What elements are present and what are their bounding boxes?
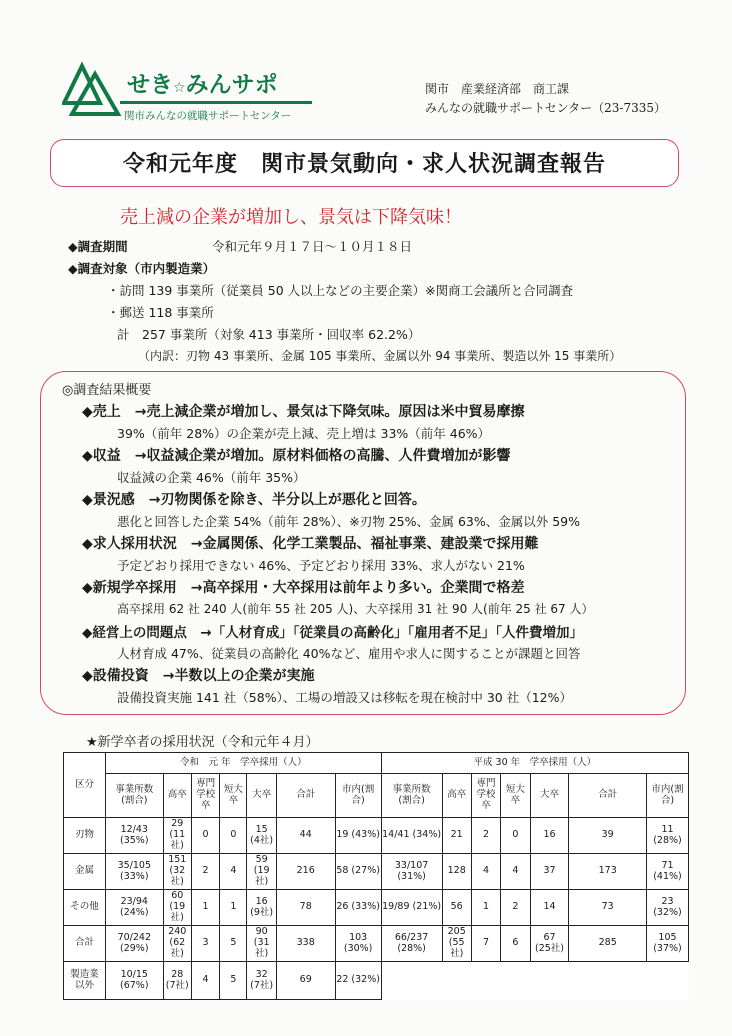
table-cell: 1 bbox=[471, 890, 500, 926]
table-cell: 21 bbox=[442, 818, 471, 854]
table-cell: 29 (11社) bbox=[163, 818, 191, 854]
table-cell: 37 bbox=[530, 854, 569, 890]
table-cell: 4 bbox=[471, 854, 500, 890]
table-cell: 16 (9社) bbox=[247, 890, 276, 926]
target-breakdown: （内訳：刃物 43 事業所、金属 105 事業所、金属以外 94 事業所、製造以外 15 事業所） bbox=[138, 349, 622, 363]
table-cell: 10/15 (67%) bbox=[105, 962, 163, 1000]
table-cell: 73 bbox=[569, 890, 647, 926]
logo-subtitle: 関市みんなの就職サポートセンター bbox=[124, 110, 292, 122]
table-cell: 240 (62社) bbox=[163, 926, 191, 962]
target-label: ◆調査対象（市内製造業） bbox=[68, 261, 216, 276]
row-category: 金属 bbox=[64, 854, 106, 890]
table-cell: 35/105 (33%) bbox=[105, 854, 163, 890]
result-title-profit: ◆収益 →収益減企業が増加。原材料価格の高騰、人件費増加が影響 bbox=[82, 448, 511, 464]
table-cell: 173 bbox=[569, 854, 647, 890]
table-cell: 71 (41%) bbox=[646, 854, 688, 890]
result-detail-hiring: 予定どおり採用できない 46%、予定どおり採用 33%、求人がない 21% bbox=[117, 558, 525, 573]
col-header-category: 区分 bbox=[64, 753, 106, 818]
table-cell: 285 bbox=[569, 926, 647, 962]
result-title-sales: ◆売上 →売上減企業が増加し、景気は下降気味。原因は米中貿易摩擦 bbox=[82, 404, 525, 420]
table-cell: 105 (37%) bbox=[646, 926, 688, 962]
table-cell: 19 (43%) bbox=[335, 818, 381, 854]
row-category: その他 bbox=[64, 890, 106, 926]
col-header-h30-3: 短大卒 bbox=[501, 774, 530, 818]
result-title-issues: ◆経営上の問題点 →「人材育成」「従業員の高齢化」「雇用者不足」「人件費増加」 bbox=[82, 625, 583, 641]
table-cell: 78 bbox=[276, 890, 335, 926]
table-cell: 2 bbox=[501, 890, 530, 926]
table-cell: 4 bbox=[191, 962, 219, 1000]
org-line-2: みんなの就職サポートセンター（23-7335） bbox=[425, 101, 667, 115]
mountain-logo-icon bbox=[62, 58, 124, 120]
table-cell: 0 bbox=[501, 818, 530, 854]
table-cell: 14 bbox=[530, 890, 569, 926]
table-cell: 1 bbox=[220, 890, 247, 926]
target-visit: ・訪問 139 事業所（従業員 50 人以上などの主要企業）※関商工会議所と合同調査 bbox=[107, 283, 574, 298]
table-cell: 32 (7社) bbox=[247, 962, 276, 1000]
table-cell: 6 bbox=[501, 926, 530, 962]
result-title-sentiment: ◆景況感 →刃物関係を除き、半分以上が悪化と回答。 bbox=[82, 492, 426, 508]
table-cell: 103 (30%) bbox=[335, 926, 381, 962]
col-header-h30-0: 事業所数 (割合) bbox=[381, 774, 442, 818]
result-detail-capex: 設備投資実施 141 社（58%）、工場の増設又は移転を現在検討中 30 社（12%） bbox=[117, 690, 572, 705]
col-header-r1-3: 短大卒 bbox=[220, 774, 247, 818]
table-cell: 14/41 (34%) bbox=[381, 818, 442, 854]
table-cell: 151 (32社) bbox=[163, 854, 191, 890]
col-header-h30-4: 大卒 bbox=[530, 774, 569, 818]
table-cell: 15 (4社) bbox=[247, 818, 276, 854]
table-row bbox=[64, 818, 689, 854]
table-cell: 26 (33%) bbox=[335, 890, 381, 926]
group-header-h30: 平成 30 年 学卒採用（人） bbox=[381, 753, 688, 774]
table-column-header-row bbox=[64, 774, 689, 818]
table-cell: 205 (55社) bbox=[442, 926, 471, 962]
table-cell: 19/89 (21%) bbox=[381, 890, 442, 926]
target-total: 計 257 事業所（対象 413 事業所・回収率 62.2%） bbox=[117, 327, 421, 342]
table-cell: 7 bbox=[471, 926, 500, 962]
table-row bbox=[64, 926, 689, 962]
table-cell: 39 bbox=[569, 818, 647, 854]
period-label: ◆調査期間 bbox=[68, 239, 128, 254]
org-line-1: 関市 産業経済部 商工課 bbox=[425, 82, 570, 96]
logo bbox=[62, 58, 312, 128]
result-detail-graduates: 高卒採用 62 社 240 人(前年 55 社 205 人)、大卒採用 31 社 90 人(前年 25 社 67 人） bbox=[117, 602, 594, 616]
title-box bbox=[50, 139, 679, 187]
results-heading: ◎調査結果概要 bbox=[62, 383, 152, 398]
graduate-hiring-table bbox=[63, 752, 689, 1000]
table-cell: 128 bbox=[442, 854, 471, 890]
col-header-r1-6: 市内(割合) bbox=[335, 774, 381, 818]
result-title-hiring: ◆求人採用状況 →金属関係、化学工業製品、福祉事業、建設業で採用難 bbox=[82, 536, 539, 552]
table-group-header-row bbox=[64, 753, 689, 774]
table-cell: 56 bbox=[442, 890, 471, 926]
table-cell: 90 (31社) bbox=[247, 926, 276, 962]
logo-underline bbox=[120, 101, 312, 104]
table-cell: 2 bbox=[471, 818, 500, 854]
table-cell: 1 bbox=[191, 890, 219, 926]
table-cell: 0 bbox=[191, 818, 219, 854]
row-category: 刃物 bbox=[64, 818, 106, 854]
table-cell: 70/242 (29%) bbox=[105, 926, 163, 962]
period-value: 令和元年９月１７日～１０月１８日 bbox=[212, 239, 413, 254]
table-cell: 338 bbox=[276, 926, 335, 962]
table-cell: 67 (25社) bbox=[530, 926, 569, 962]
table-cell: 59 (19社) bbox=[247, 854, 276, 890]
col-header-h30-5: 合計 bbox=[569, 774, 647, 818]
table-cell: 216 bbox=[276, 854, 335, 890]
table-cell: 12/43 (35%) bbox=[105, 818, 163, 854]
col-header-r1-2: 専門 学校卒 bbox=[191, 774, 219, 818]
table-cell: 23 (32%) bbox=[646, 890, 688, 926]
result-detail-profit: 収益減の企業 46%（前年 35%） bbox=[117, 470, 306, 485]
page-title: 令和元年度 関市景気動向・求人状況調査報告 bbox=[122, 152, 606, 177]
table-cell: 3 bbox=[191, 926, 219, 962]
table-cell: 33/107 (31%) bbox=[381, 854, 442, 890]
col-header-h30-1: 高卒 bbox=[442, 774, 471, 818]
col-header-r1-1: 高卒 bbox=[163, 774, 191, 818]
table-cell: 44 bbox=[276, 818, 335, 854]
table-row bbox=[64, 854, 689, 890]
table-cell: 11 (28%) bbox=[646, 818, 688, 854]
target-mail: ・郵送 118 事業所 bbox=[107, 305, 214, 320]
table-cell: 5 bbox=[220, 926, 247, 962]
table-cell: 58 (27%) bbox=[335, 854, 381, 890]
col-header-r1-4: 大卒 bbox=[247, 774, 276, 818]
table-cell: 66/237 (28%) bbox=[381, 926, 442, 962]
table-cell: 4 bbox=[220, 854, 247, 890]
table-cell: 5 bbox=[220, 962, 247, 1000]
col-header-h30-6: 市内(割合) bbox=[646, 774, 688, 818]
table-cell: 2 bbox=[191, 854, 219, 890]
table-cell: 60 (19社) bbox=[163, 890, 191, 926]
page-subtitle: 売上減の企業が増加し、景気は下降気味！ bbox=[120, 207, 462, 228]
result-title-capex: ◆設備投資 →半数以上の企業が実施 bbox=[82, 668, 315, 684]
group-header-r1: 令和 元 年 学卒採用（人） bbox=[105, 753, 381, 774]
col-header-r1-5: 合計 bbox=[276, 774, 335, 818]
table-cell: 23/94 (24%) bbox=[105, 890, 163, 926]
result-detail-issues: 人材育成 47%、従業員の高齢化 40%など、雇用や求人に関することが課題と回答 bbox=[117, 646, 581, 661]
result-detail-sales: 39%（前年 28%）の企業が売上減、売上増は 33%（前年 46%） bbox=[117, 426, 491, 441]
table-cell: 0 bbox=[220, 818, 247, 854]
logo-text: せき☆みんサポ bbox=[127, 72, 278, 98]
table-cell: 4 bbox=[501, 854, 530, 890]
table-cell: 28 (7社) bbox=[163, 962, 191, 1000]
table-empty-cell bbox=[381, 962, 688, 1000]
row-category: 製造業 以外 bbox=[64, 962, 106, 1000]
table-cell: 16 bbox=[530, 818, 569, 854]
col-header-h30-2: 専門 学校卒 bbox=[471, 774, 500, 818]
result-title-graduates: ◆新規学卒採用 →高卒採用・大卒採用は前年より多い。企業間で格差 bbox=[82, 580, 525, 596]
table-row bbox=[64, 962, 689, 1000]
table-cell: 69 bbox=[276, 962, 335, 1000]
row-category: 合計 bbox=[64, 926, 106, 962]
table-cell: 22 (32%) bbox=[335, 962, 381, 1000]
result-detail-sentiment: 悪化と回答した企業 54%（前年 28%）、※刃物 25%、金属 63%、金属以外 59% bbox=[117, 514, 581, 529]
col-header-r1-0: 事業所数 (割合) bbox=[105, 774, 163, 818]
table-row bbox=[64, 890, 689, 926]
table-heading: ★新学卒者の採用状況（令和元年４月） bbox=[86, 735, 319, 750]
